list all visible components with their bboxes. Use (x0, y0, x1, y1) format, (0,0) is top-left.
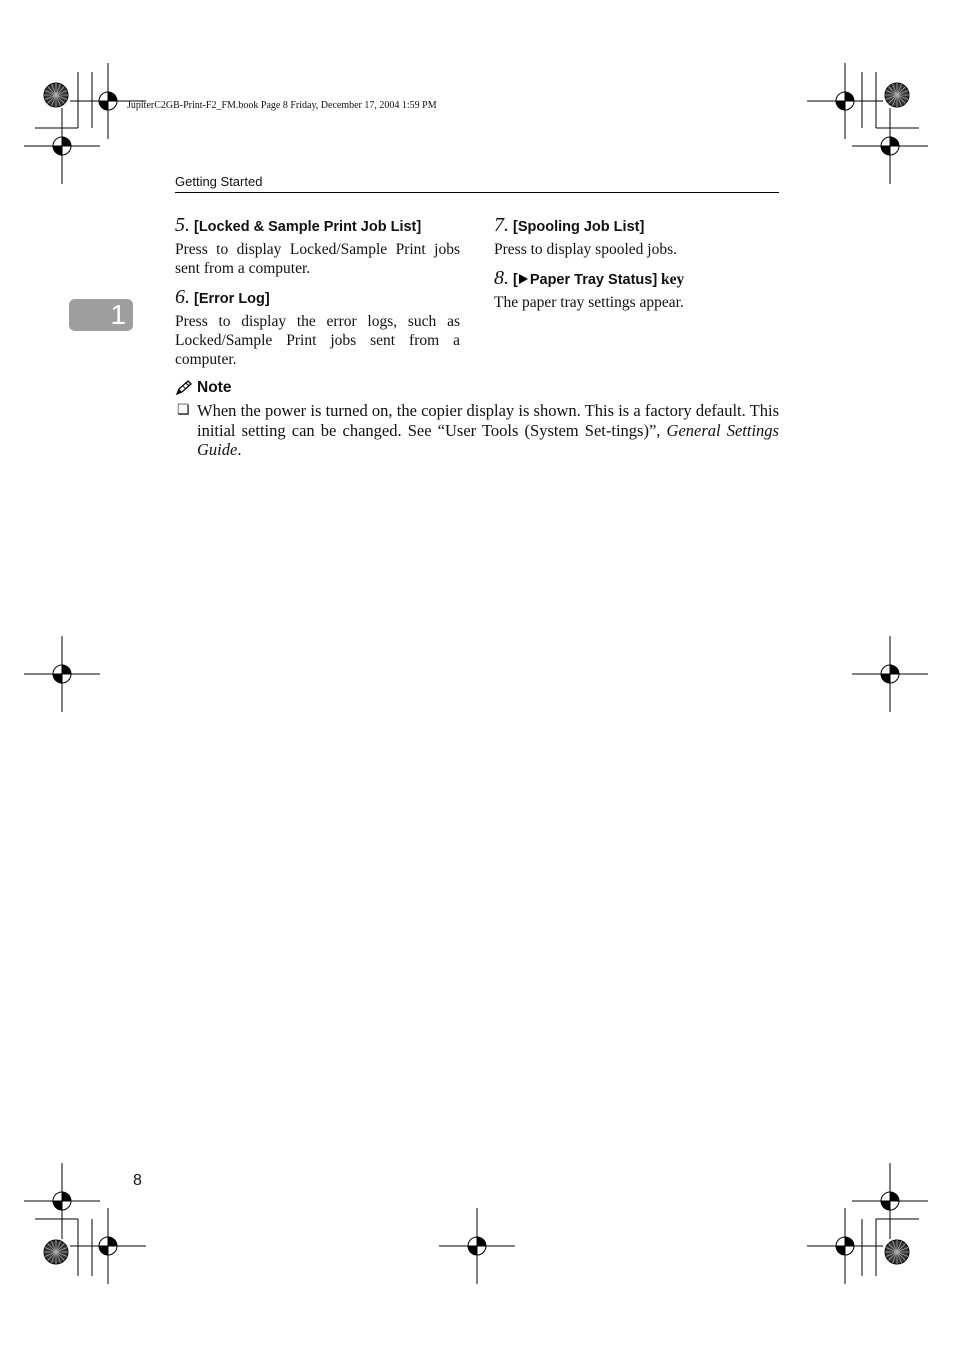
right-triangle-icon (519, 274, 528, 284)
item-number: 5. (175, 214, 190, 236)
item-description: Press to display Locked/Sample Print jobs sent from a computer. (175, 241, 460, 277)
running-head: Getting Started (175, 174, 263, 189)
registration-mark-icon (852, 636, 928, 712)
list-item (175, 214, 460, 278)
item-label: [ Paper Tray Status] (513, 272, 658, 288)
chapter-tab: 1 (69, 299, 133, 331)
page-number: 8 (133, 1172, 142, 1189)
list-item (494, 214, 779, 259)
header-rule (175, 192, 779, 193)
note-end: . (237, 440, 242, 459)
item-description: Press to display the error logs, such as Locked/Sample Print jobs sent from a computer. (175, 313, 460, 368)
registration-mark-icon (807, 1208, 883, 1284)
color-wheel-icon (885, 83, 909, 107)
pencil-icon (175, 380, 193, 396)
color-wheel-icon (885, 1240, 909, 1264)
item-label: [Spooling Job List] (513, 219, 645, 235)
list-item (494, 267, 779, 312)
item-description: The paper tray settings appear. (494, 294, 684, 311)
registration-mark-icon (24, 636, 100, 712)
note-item (175, 401, 779, 460)
item-label: [Error Log] (194, 291, 270, 307)
note-reference: General Settings Guide (197, 420, 779, 459)
item-description: Press to display spooled jobs. (494, 241, 677, 258)
note-title: Note (197, 379, 232, 396)
registration-mark-icon (852, 108, 928, 184)
note-section (175, 377, 779, 460)
item-number: 7. (494, 214, 509, 236)
print-slug: JupiterC2GB-Print-F2_FM.book Page 8 Friday, December 17, 2004 1:59 PM (127, 100, 437, 111)
color-wheel-icon (44, 83, 68, 107)
registration-mark-icon (852, 1163, 928, 1239)
item-label-suffix: key (657, 271, 685, 288)
right-column (494, 214, 779, 320)
color-wheel-icon (44, 1240, 68, 1264)
registration-mark-icon (807, 63, 883, 139)
registration-mark-icon (24, 108, 100, 184)
note-text: When the power is turned on, the copier display is shown. This is a factory default. This initial setting can be changed. See “User Tools (System Set-tings)”, (197, 401, 779, 440)
left-column (175, 214, 460, 377)
list-item (175, 286, 460, 369)
item-number: 8. (494, 267, 509, 289)
registration-mark-icon (24, 1163, 100, 1239)
registration-mark-icon (439, 1208, 515, 1284)
item-label: [Locked & Sample Print Job List] (194, 219, 422, 235)
item-number: 6. (175, 286, 190, 308)
checkbox-icon: ❏ (177, 403, 190, 418)
registration-mark-icon (70, 1208, 146, 1284)
